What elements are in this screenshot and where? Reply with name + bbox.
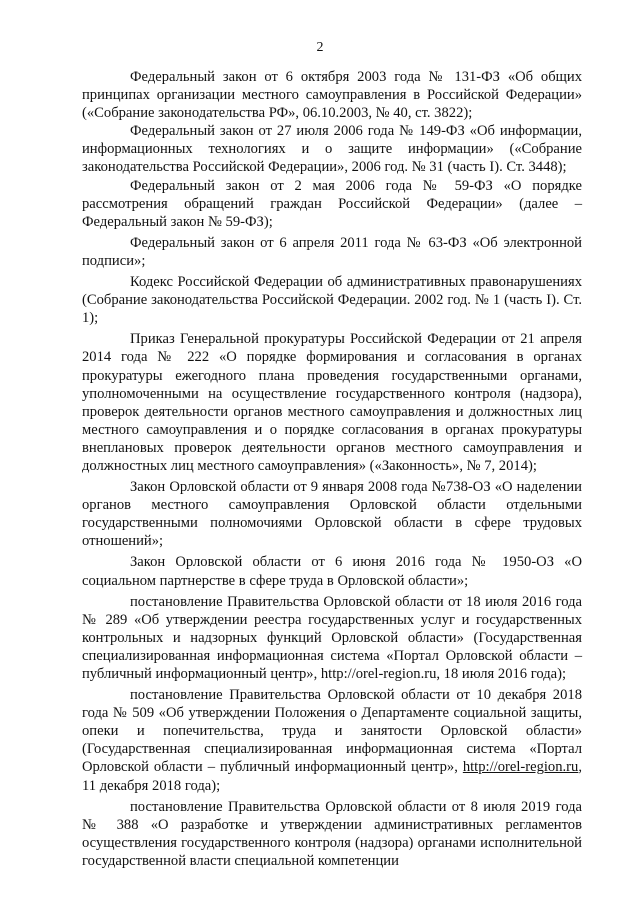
paragraph-resolution-509 [82,686,582,795]
paragraph-resolution-289: постановление Правительства Орловской области от 18 июля 2016 года № 289 «Об утверждении реестра государственных услуг и государственных контрольных и надзорных функций Орловской области» (Государственная специализированная информационная система «Портал Орловской области – публичный информационный центр», http://orel-region.ru, 18 июля 2016 года); [82,593,582,682]
document-body [82,68,582,870]
paragraph-federal-law-149: Федеральный закон от 27 июля 2006 года № 149-ФЗ «Об информации, информационных технологиях и о защите информации» («Собрание законодательства Российской Федерации», 2006 год. № 31 (часть I). Ст. 3448); [82,123,582,176]
orel-region-link[interactable]: http://orel-region.ru [462,759,579,776]
paragraph-resolution-509-text: постановление Правительства Орловской области от 10 декабря 2018 года № 509 «Об утверждении Положения о Департаменте социальной защиты, опеки и попечительства, труда и занятости Орловской области» (Государственная специализированная информационная система «Портал Орловской области – публичный информационный центр», [82,687,582,776]
paragraph-resolution-509-tail: , 11 декабря 2018 года); [82,759,582,794]
paragraph-oryol-law-1950: Закон Орловской области от 6 июня 2016 года № 1950-ОЗ «О социальном партнерстве в сфере труда в Орловской области»; [82,554,582,589]
page-number: 2 [316,40,324,55]
paragraph-oryol-law-738: Закон Орловской области от 9 января 2008 года №738-ОЗ «О наделении органов местного самоуправления Орловской области отдельными государственными полномочиями Орловской области в сфере трудовых отношений»; [82,479,582,550]
paragraph-resolution-388: постановление Правительства Орловской области от 8 июля 2019 года № 388 «О разработке и утверждении административных регламентов осуществления государственного контроля (надзора) органами исполнительной государственной власти специальной компетенции [82,798,582,869]
paragraph-federal-law-63: Федеральный закон от 6 апреля 2011 года № 63-ФЗ «Об электронной подписи»; [82,234,582,269]
paragraph-prosecutor-order: Приказ Генеральной прокуратуры Российской Федерации от 21 апреля 2014 года № 222 «О порядке формирования и согласования в органах прокуратуры ежегодного плана проведения государственными органами, уполномоченными на осуществление государственного контроля (надзора), проверок деятельности органов местного самоуправления и должностных лиц местного самоуправления и о порядке согласования в органах прокуратуры внеплановых проверок деятельности органов местного самоуправления и должностных лиц местного самоуправления» («Законность», № 7, 2014); [82,331,582,474]
paragraph-federal-law-131: Федеральный закон от 6 октября 2003 года № 131-ФЗ «Об общих принципах организации местного самоуправления в Российской Федерации» («Собрание законодательства РФ», 06.10.2003, № 40, ст. 3822); [82,69,582,122]
paragraph-administrative-code: Кодекс Российской Федерации об административных правонарушениях (Собрание законодательства Российской Федерации. 2002 год. № 1 (часть I). Ст. 1); [82,274,582,327]
paragraph-federal-law-59: Федеральный закон от 2 мая 2006 года № 59-ФЗ «О порядке рассмотрения обращений граждан Российской Федерации» (далее – Федеральный закон № 59-ФЗ); [82,177,582,230]
